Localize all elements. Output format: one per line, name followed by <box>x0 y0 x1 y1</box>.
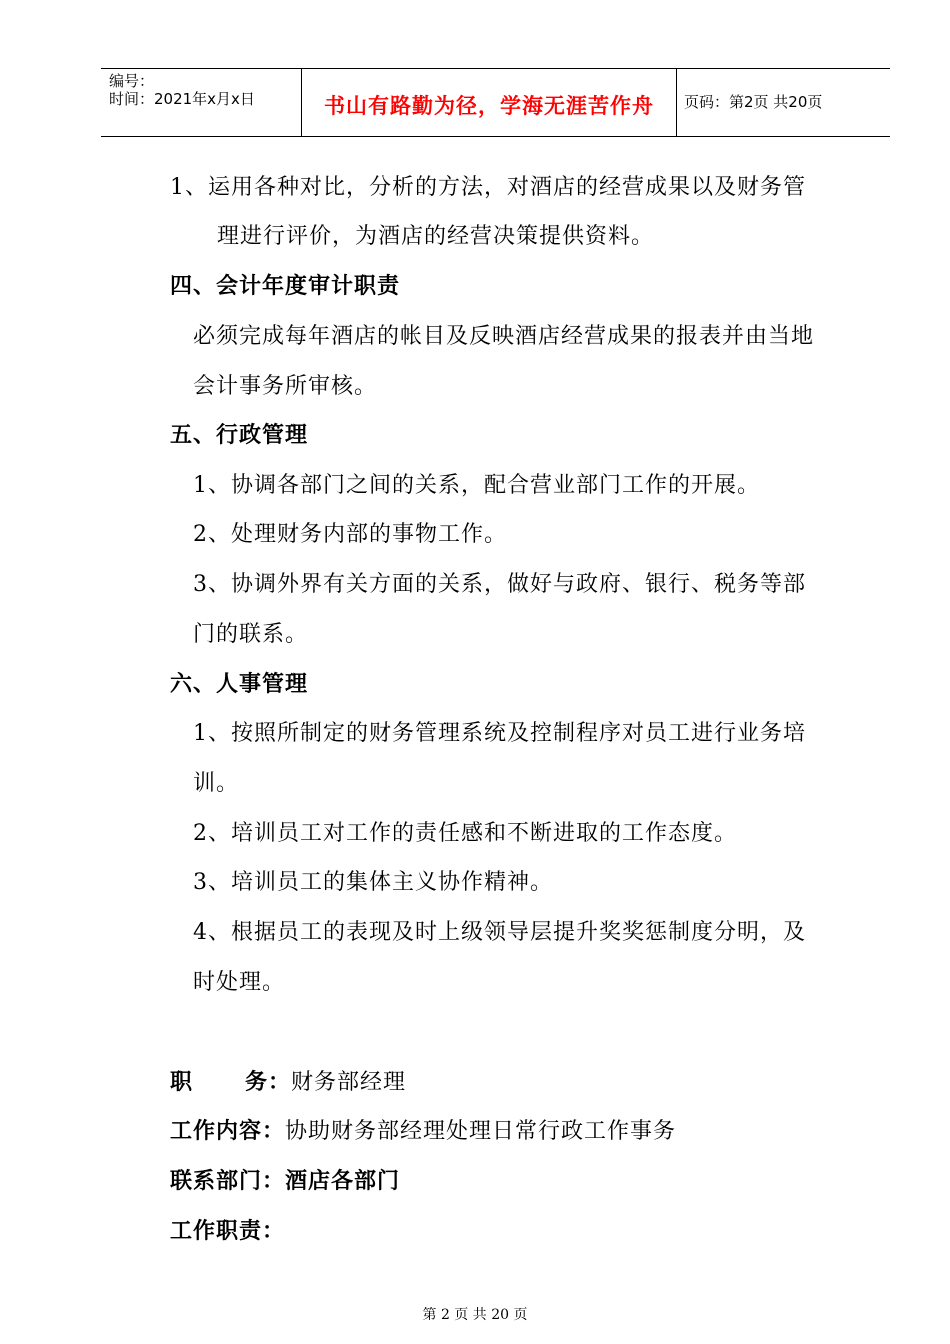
s6-item1-line2: 训。 <box>193 771 240 796</box>
s6-item2: 2、培训员工对工作的责任感和不断进取的工作态度。 <box>193 821 737 846</box>
document-header <box>101 68 890 137</box>
section-heading-admin: 五、行政管理 <box>170 423 309 448</box>
header-page-cell <box>676 69 890 136</box>
job-duties-label: 工作职责： <box>170 1219 286 1244</box>
s5-item3-line2: 门的联系。 <box>193 622 309 647</box>
job-dept-value: 酒店各部门 <box>285 1169 401 1194</box>
header-page-label: 页码：第2页 共20页 <box>684 93 823 111</box>
job-content-value: 协助财务部经理处理日常行政工作事务 <box>285 1119 677 1144</box>
s4-para-line2: 会计事务所审核。 <box>193 374 378 399</box>
s6-item1-line1: 1、按照所制定的财务管理系统及控制程序对员工进行业务培 <box>193 721 806 746</box>
document-date-label: 时间：2021年x月x日 <box>109 90 255 108</box>
s4-para-line1: 必须完成每年酒店的帐目及反映酒店经营成果的报表并由当地 <box>193 324 815 349</box>
s3-item1-line2: 理进行评价，为酒店的经营决策提供资料。 <box>217 224 655 249</box>
s6-item4-line2: 时处理。 <box>193 970 286 995</box>
job-position-label: 职 务： <box>170 1070 291 1095</box>
job-dept-label: 联系部门： <box>170 1169 286 1194</box>
s5-item1: 1、协调各部门之间的关系，配合营业部门工作的开展。 <box>193 473 760 498</box>
s3-item1-line1: 1、运用各种对比，分析的方法，对酒店的经营成果以及财务管 <box>170 175 806 200</box>
document-number-label: 编号： <box>109 72 155 90</box>
job-duties-row <box>170 1218 285 1246</box>
job-content-label: 工作内容： <box>170 1119 286 1144</box>
s5-item2: 2、处理财务内部的事物工作。 <box>193 522 507 547</box>
s6-item3: 3、培训员工的集体主义协作精神。 <box>193 870 553 895</box>
job-position-value: 财务部经理 <box>290 1070 406 1095</box>
s6-item4-line1: 4、根据员工的表现及时上级领导层提升奖奖惩制度分明，及 <box>193 920 806 945</box>
s5-item3-line1: 3、协调外界有关方面的关系，做好与政府、银行、税务等部 <box>193 572 806 597</box>
job-content-row <box>170 1118 676 1146</box>
header-motto: 书山有路勤为径，学海无涯苦作舟 <box>324 94 654 118</box>
section-heading-hr: 六、人事管理 <box>170 672 309 697</box>
header-meta-cell <box>101 69 301 136</box>
header-motto-cell <box>301 69 677 136</box>
page-footer: 第 2 页 共 20 页 <box>422 1307 528 1323</box>
job-position-row <box>170 1069 406 1097</box>
job-dept-row <box>170 1168 400 1196</box>
section-heading-audit: 四、会计年度审计职责 <box>170 274 401 299</box>
